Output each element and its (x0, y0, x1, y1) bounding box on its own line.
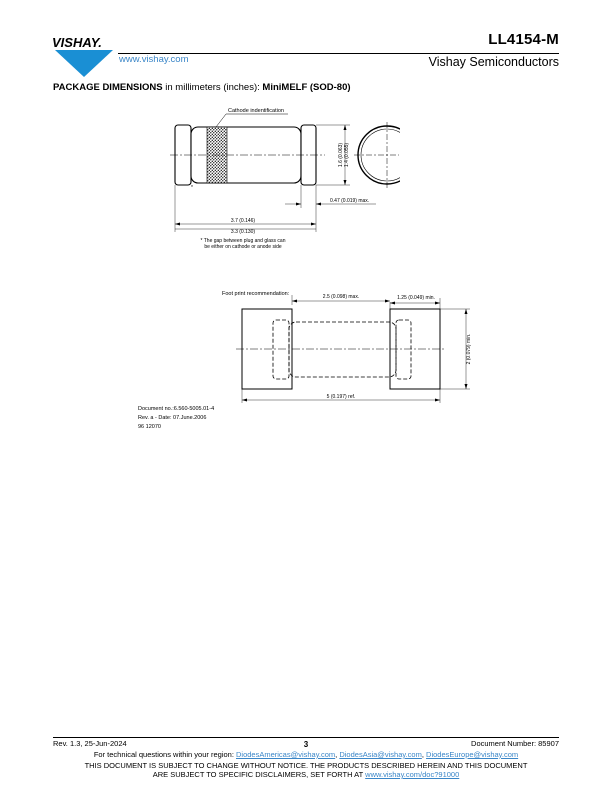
footprint-drawing (215, 285, 475, 405)
package-name: MiniMELF (SOD-80) (262, 82, 351, 93)
email-europe-link[interactable]: DiodesEurope@vishay.com (426, 750, 519, 759)
fp-gap-arrow-l (292, 300, 297, 303)
doc-info-line3: 96 12070 (138, 424, 161, 430)
fp-height-arrow-b (465, 384, 468, 389)
contact-sep-2: , (421, 750, 427, 759)
website-link[interactable]: www.vishay.com (119, 54, 189, 65)
len-arrow-l (175, 223, 180, 226)
contact-line (0, 750, 612, 759)
disclaimer-link[interactable]: www.vishay.com/doc?91000 (365, 770, 460, 779)
cap-arrow-left (296, 203, 301, 206)
gap-star: * (191, 185, 193, 191)
fp-total-arrow-l (242, 399, 247, 402)
document-number: Document Number: 85907 (471, 739, 559, 748)
dim-total: 5 (0.197) ref. (326, 394, 356, 400)
gap-note-line2: be either on cathode or anode side (204, 244, 282, 250)
dim-diameter-b: 1.4 (0.055) (344, 142, 350, 168)
outline-body (289, 322, 396, 377)
section-title-units: in millimeters (inches): (162, 82, 263, 93)
footer-rule (53, 737, 559, 738)
gap-note-line1: * The gap between plug and glass can (200, 238, 286, 244)
email-asia-link[interactable]: DiodesAsia@vishay.com (339, 750, 422, 759)
dim-cap: 0.47 (0.019) max. (330, 198, 370, 204)
dim-diameter-a: 1.6 (0.063) (338, 142, 344, 168)
cathode-leader (216, 114, 226, 127)
page-number: 3 (303, 740, 309, 749)
doc-info-line1: Document no.:6.560-5005.01-4 (138, 406, 215, 412)
package-outline-drawing (160, 100, 400, 260)
email-americas-link[interactable]: DiodesAmericas@vishay.com (236, 750, 336, 759)
company-name: Vishay Semiconductors (428, 55, 559, 69)
doc-info-line2: Rev. a - Date: 07.June.2006 (138, 415, 207, 421)
part-number: LL4154-M (488, 31, 559, 48)
fp-gap-arrow-r (385, 300, 390, 303)
drawing-doc-info (138, 405, 214, 432)
fp-pad-arrow-r (435, 302, 440, 305)
dim-len-max: 3.7 (0.146) (230, 218, 256, 224)
logo-triangle (55, 50, 113, 77)
fp-height-arrow-t (465, 309, 468, 314)
len-arrow-r (311, 223, 316, 226)
dim-pad: 1.25 (0.049) min. (397, 295, 435, 301)
dim-height: 2 (0.079) min. (466, 333, 472, 365)
logo-text: VISHAY. (52, 35, 102, 50)
legal-line-2 (0, 770, 612, 779)
cathode-label: Cathode indentification (228, 108, 284, 114)
contact-sep-1: , (335, 750, 340, 759)
arrow-up (344, 125, 347, 130)
legal-line-1: THIS DOCUMENT IS SUBJECT TO CHANGE WITHOUT NOTICE. THE PRODUCTS DESCRIBED HEREIN AND THIS DOCUMENT (84, 761, 528, 770)
fp-total-arrow-r (435, 399, 440, 402)
dim-len-min: 3.3 (0.130) (230, 229, 256, 235)
contact-prefix: For technical questions within your region: (93, 750, 236, 759)
arrow-down (344, 180, 347, 185)
fp-pad-arrow-l (390, 302, 395, 305)
cap-arrow-right (316, 203, 321, 206)
revision: Rev. 1.3, 25-Jun-2024 (53, 739, 127, 748)
footprint-title: Foot print recommendation: (222, 291, 290, 297)
vishay-logo (52, 33, 116, 79)
section-title-bold: PACKAGE DIMENSIONS (53, 82, 163, 93)
dim-gap: 2.5 (0.098) max. (322, 294, 360, 300)
section-title (53, 82, 351, 93)
legal-line-2-prefix: ARE SUBJECT TO SPECIFIC DISCLAIMERS, SET FORTH AT (152, 770, 366, 779)
